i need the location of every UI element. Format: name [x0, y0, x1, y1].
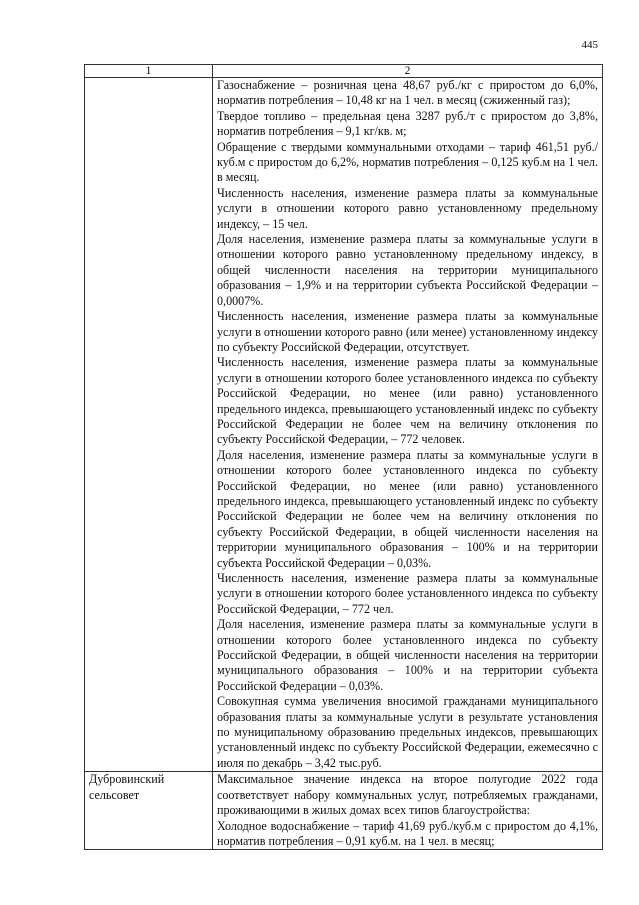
paragraph: Твердое топливо – предельная цена 3287 руб./т с приростом до 3,8%, норматив потребления – 9,1 кг/кв. м; [217, 108, 598, 139]
paragraph: Совокупная сумма увеличения вносимой гражданами муниципального образования платы за коммунальные услуги в результате установления по муниципальному образованию предельных индексов, превышающих установленный индекс по субъекту Российской Федерации, ежемесячно с июля по декабрь – 3,42 тыс.руб. [217, 694, 598, 770]
table-header-row [85, 65, 603, 78]
paragraph: Максимальное значение индекса на второе полугодие 2022 года соответствует набору коммунальных услуг, потребляемых гражданами, проживающими в жилых домах всех типов благоустройства: [217, 772, 598, 818]
index-table [84, 64, 603, 850]
column-header-1: 1 [85, 65, 213, 78]
page-number: 445 [581, 39, 598, 51]
table-row [85, 78, 603, 772]
paragraph: Холодное водоснабжение – тариф 41,69 руб./куб.м с приростом до 4,1%, норматив потребления – 0,91 куб.м. на 1 чел. в месяц; [217, 818, 598, 848]
description-cell [213, 772, 603, 850]
column-header-2: 2 [213, 65, 603, 78]
paragraph: Численность населения, изменение размера платы за коммунальные услуги в отношении которого более установленного индекса по субъекту Российской Федерации, – 772 чел. [217, 571, 598, 616]
paragraph: Обращение с твердыми коммунальными отходами – тариф 461,51 руб./куб.м с приростом до 6,2%, норматив потребления – 0,125 куб.м на 1 чел. в месяц. [217, 139, 598, 185]
municipality-cell [85, 78, 213, 772]
table-row [85, 772, 603, 850]
paragraph: Численность населения, изменение размера платы за коммунальные услуги в отношении которого равно (или менее) установленному индексу по субъекту Российской Федерации, отсутствует. [217, 309, 598, 354]
paragraph: Численность населения, изменение размера платы за коммунальные услуги в отношении которого равно установленному предельному индексу, – 15 чел. [217, 185, 598, 231]
paragraph: Численность населения, изменение размера платы за коммунальные услуги в отношении которого более установленного индекса по субъекту Российской Федерации, но менее (или равно) установленного предельного индекса, превышающего установленный индекс по субъекту Российской Федерации не более чем на величину отклонения по субъекту Российской Федерации, – 772 человек. [217, 355, 598, 447]
paragraph: Газоснабжение – розничная цена 48,67 руб./кг с приростом до 6,0%, норматив потребления – 10,48 кг на 1 чел. в месяц (сжиженный газ); [217, 78, 598, 108]
paragraph: Доля населения, изменение размера платы за коммунальные услуги в отношении которого более установленного индекса по субъекту Российской Федерации, но менее (или равно) установленного предельного индекса, превышающего установленный индекс по субъекту Российской Федерации не более чем на величину отклонения по субъекту Российской Федерации, в общей численности населения на территории муниципального образования – 100% и на территории субъекта Российской Федерации – 0,03%. [217, 447, 598, 570]
description-cell [213, 78, 603, 772]
paragraph: Доля населения, изменение размера платы за коммунальные услуги в отношении которого более установленного индекса по субъекту Российской Федерации, в общей численности населения на территории муниципального образования – 100% и на территории субъекта Российской Федерации – 0,03%. [217, 617, 598, 693]
paragraph: Доля населения, изменение размера платы за коммунальные услуги в отношении которого равно установленному предельному индексу, в общей численности населения на территории муниципального образования – 1,9% и на территории субъекта Российской Федерации – 0,0007%. [217, 232, 598, 308]
municipality-cell: Дубровинский сельсовет [85, 772, 213, 850]
